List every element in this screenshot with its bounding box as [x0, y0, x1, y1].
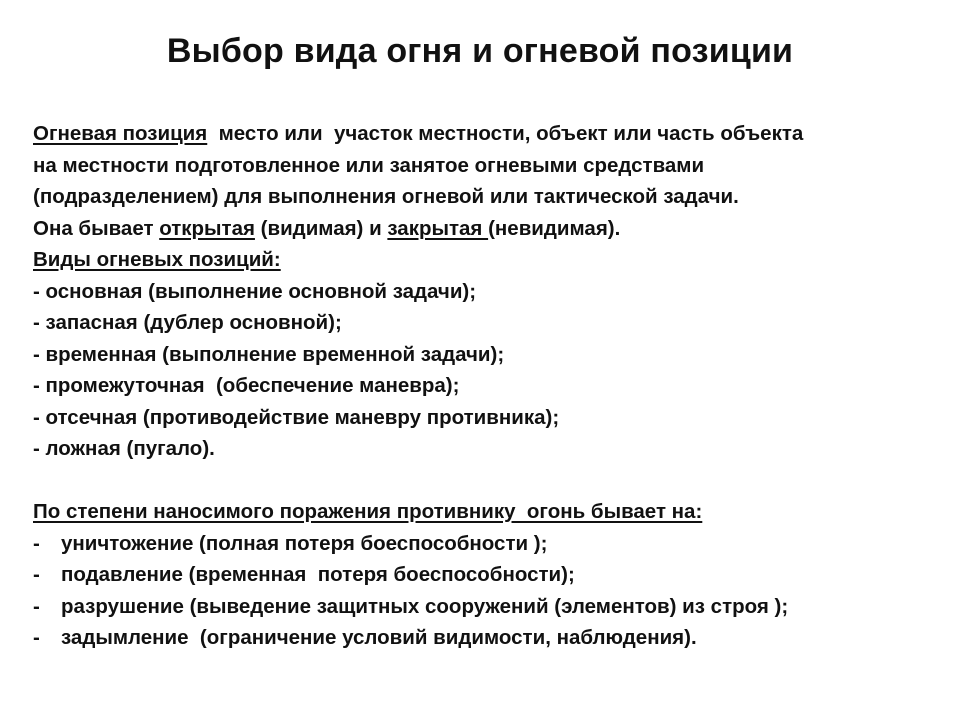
- fire-heading: По степени наносимого поражения противнику огонь бывает на:: [33, 500, 703, 523]
- fire-item: [33, 528, 933, 560]
- fire-item-bullet: -: [33, 594, 40, 618]
- definition-text-1: место или участок местности, объект или часть объекта: [207, 122, 804, 145]
- fire-item-bullet: -: [33, 626, 40, 649]
- position-item: - ложная (пугало).: [33, 437, 215, 460]
- fire-item-bullet: -: [33, 531, 40, 555]
- fire-item: [33, 591, 933, 623]
- slide-body: [33, 118, 933, 654]
- fire-item-bullet: -: [33, 563, 40, 586]
- spacer: [33, 465, 933, 497]
- fire-item-text: разрушение (выведение защитных сооружений (элементов) из строя );: [61, 594, 789, 618]
- definition-term: Огневая позиция: [33, 122, 208, 145]
- fire-item-text: задымление (ограничение условий видимости, наблюдения).: [61, 626, 697, 649]
- definition-text-4c: (невидимая).: [488, 216, 621, 240]
- definition-line-4: [33, 213, 933, 245]
- position-item: - основная (выполнение основной задачи);: [33, 279, 477, 303]
- closed-position-term: закрытая: [387, 216, 489, 240]
- definition-line-1: [33, 118, 933, 150]
- positions-heading: Виды огневых позиций:: [33, 248, 281, 271]
- fire-item: [33, 559, 933, 591]
- position-item: - отсечная (противодействие маневру противника);: [33, 405, 560, 429]
- definition-line-2: на местности подготовленное или занятое огневыми средствами: [33, 153, 705, 177]
- position-item: - промежуточная (обеспечение маневра);: [33, 374, 460, 397]
- slide-title: Выбор вида огня и огневой позиции: [166, 32, 794, 70]
- position-item: - запасная (дублер основной);: [33, 311, 342, 334]
- fire-item-text: подавление (временная потеря боеспособности);: [61, 563, 575, 586]
- definition-text-4b: (видимая) и: [254, 216, 388, 240]
- definition-text-4a: Она бывает: [33, 216, 160, 240]
- definition-line-3: (подразделением) для выполнения огневой или тактической задачи.: [33, 185, 739, 208]
- fire-item: [33, 622, 933, 654]
- position-item: - временная (выполнение временной задачи);: [33, 342, 505, 366]
- fire-item-text: уничтожение (полная потеря боеспособности );: [61, 531, 548, 555]
- open-position-term: открытая: [159, 216, 255, 240]
